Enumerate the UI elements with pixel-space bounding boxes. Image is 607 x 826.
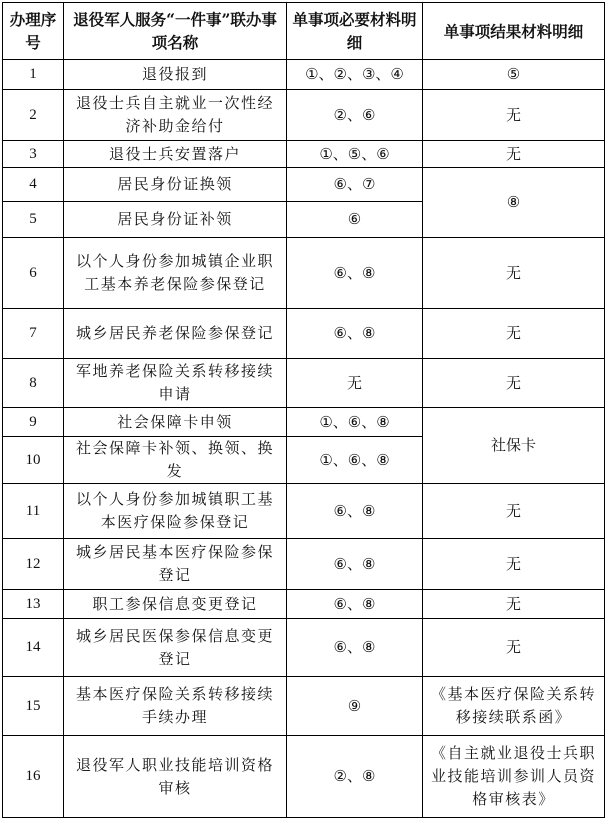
row-number: 2 [3, 90, 64, 141]
required-materials: ⑥ [287, 202, 423, 238]
required-materials: ⑥、⑦ [287, 168, 423, 202]
required-materials: ①、⑤、⑥ [287, 141, 423, 168]
result-materials: 无 [423, 238, 605, 309]
required-materials: ②、⑧ [287, 736, 423, 818]
result-materials: 《自主就业退役士兵职业技能培训参训人员资格审核表》 [423, 736, 605, 818]
result-materials: 无 [423, 141, 605, 168]
header-name: 退役军人服务“一件事”联办事项名称 [64, 3, 287, 60]
table-row [3, 484, 605, 539]
table-row [3, 408, 605, 437]
item-name: 职工参保信息变更登记 [64, 590, 287, 619]
item-name: 以个人身份参加城镇职工基本医疗保险参保登记 [64, 484, 287, 539]
item-name: 居民身份证补领 [64, 202, 287, 238]
item-name: 居民身份证换领 [64, 168, 287, 202]
row-number: 14 [3, 619, 64, 677]
row-number: 10 [3, 437, 64, 484]
required-materials: ⑥、⑧ [287, 484, 423, 539]
row-number: 15 [3, 677, 64, 736]
table-row [3, 590, 605, 619]
item-name: 城乡居民养老保险参保登记 [64, 309, 287, 359]
required-materials: ⑥、⑧ [287, 238, 423, 309]
table-row [3, 539, 605, 590]
table-row [3, 168, 605, 202]
table-row [3, 238, 605, 309]
item-name: 城乡居民医保参保信息变更登记 [64, 619, 287, 677]
row-number: 1 [3, 60, 64, 90]
row-number: 12 [3, 539, 64, 590]
header-row [3, 3, 605, 60]
required-materials: 无 [287, 359, 423, 408]
item-name: 退役士兵自主就业一次性经济补助金给付 [64, 90, 287, 141]
table-row [3, 309, 605, 359]
item-name: 以个人身份参加城镇企业职工基本养老保险参保登记 [64, 238, 287, 309]
required-materials: ⑥、⑧ [287, 539, 423, 590]
table-row [3, 90, 605, 141]
table-row [3, 619, 605, 677]
result-materials: 社保卡 [423, 408, 605, 484]
row-number: 11 [3, 484, 64, 539]
required-materials: ⑥、⑧ [287, 590, 423, 619]
result-materials: 无 [423, 90, 605, 141]
table-row [3, 359, 605, 408]
result-materials: 无 [423, 309, 605, 359]
required-materials: ②、⑥ [287, 90, 423, 141]
item-name: 退役报到 [64, 60, 287, 90]
item-name: 退役士兵安置落户 [64, 141, 287, 168]
item-name: 退役军人职业技能培训资格审核 [64, 736, 287, 818]
table-row [3, 736, 605, 818]
result-materials: 无 [423, 484, 605, 539]
item-name: 军地养老保险关系转移接续申请 [64, 359, 287, 408]
result-materials: ⑧ [423, 168, 605, 238]
table-row [3, 141, 605, 168]
required-materials: ⑨ [287, 677, 423, 736]
header-req: 单事项必要材料明细 [287, 3, 423, 60]
result-materials: 无 [423, 359, 605, 408]
row-number: 7 [3, 309, 64, 359]
row-number: 16 [3, 736, 64, 818]
required-materials: ⑥、⑧ [287, 619, 423, 677]
result-materials: 无 [423, 619, 605, 677]
row-number: 9 [3, 408, 64, 437]
row-number: 13 [3, 590, 64, 619]
result-materials: 无 [423, 539, 605, 590]
row-number: 4 [3, 168, 64, 202]
item-name: 城乡居民基本医疗保险参保登记 [64, 539, 287, 590]
header-no: 办理序号 [3, 3, 64, 60]
required-materials: ⑥、⑧ [287, 309, 423, 359]
item-name: 基本医疗保险关系转移接续手续办理 [64, 677, 287, 736]
result-materials: 无 [423, 590, 605, 619]
row-number: 3 [3, 141, 64, 168]
item-name: 社会保障卡申领 [64, 408, 287, 437]
result-materials: 《基本医疗保险关系转移接续联系函》 [423, 677, 605, 736]
required-materials: ①、②、③、④ [287, 60, 423, 90]
result-materials: ⑤ [423, 60, 605, 90]
required-materials: ①、⑥、⑧ [287, 437, 423, 484]
services-table [2, 2, 605, 818]
header-res: 单事项结果材料明细 [423, 3, 605, 60]
row-number: 6 [3, 238, 64, 309]
required-materials: ①、⑥、⑧ [287, 408, 423, 437]
item-name: 社会保障卡补领、换领、换发 [64, 437, 287, 484]
row-number: 5 [3, 202, 64, 238]
table-row [3, 677, 605, 736]
row-number: 8 [3, 359, 64, 408]
table-row [3, 60, 605, 90]
